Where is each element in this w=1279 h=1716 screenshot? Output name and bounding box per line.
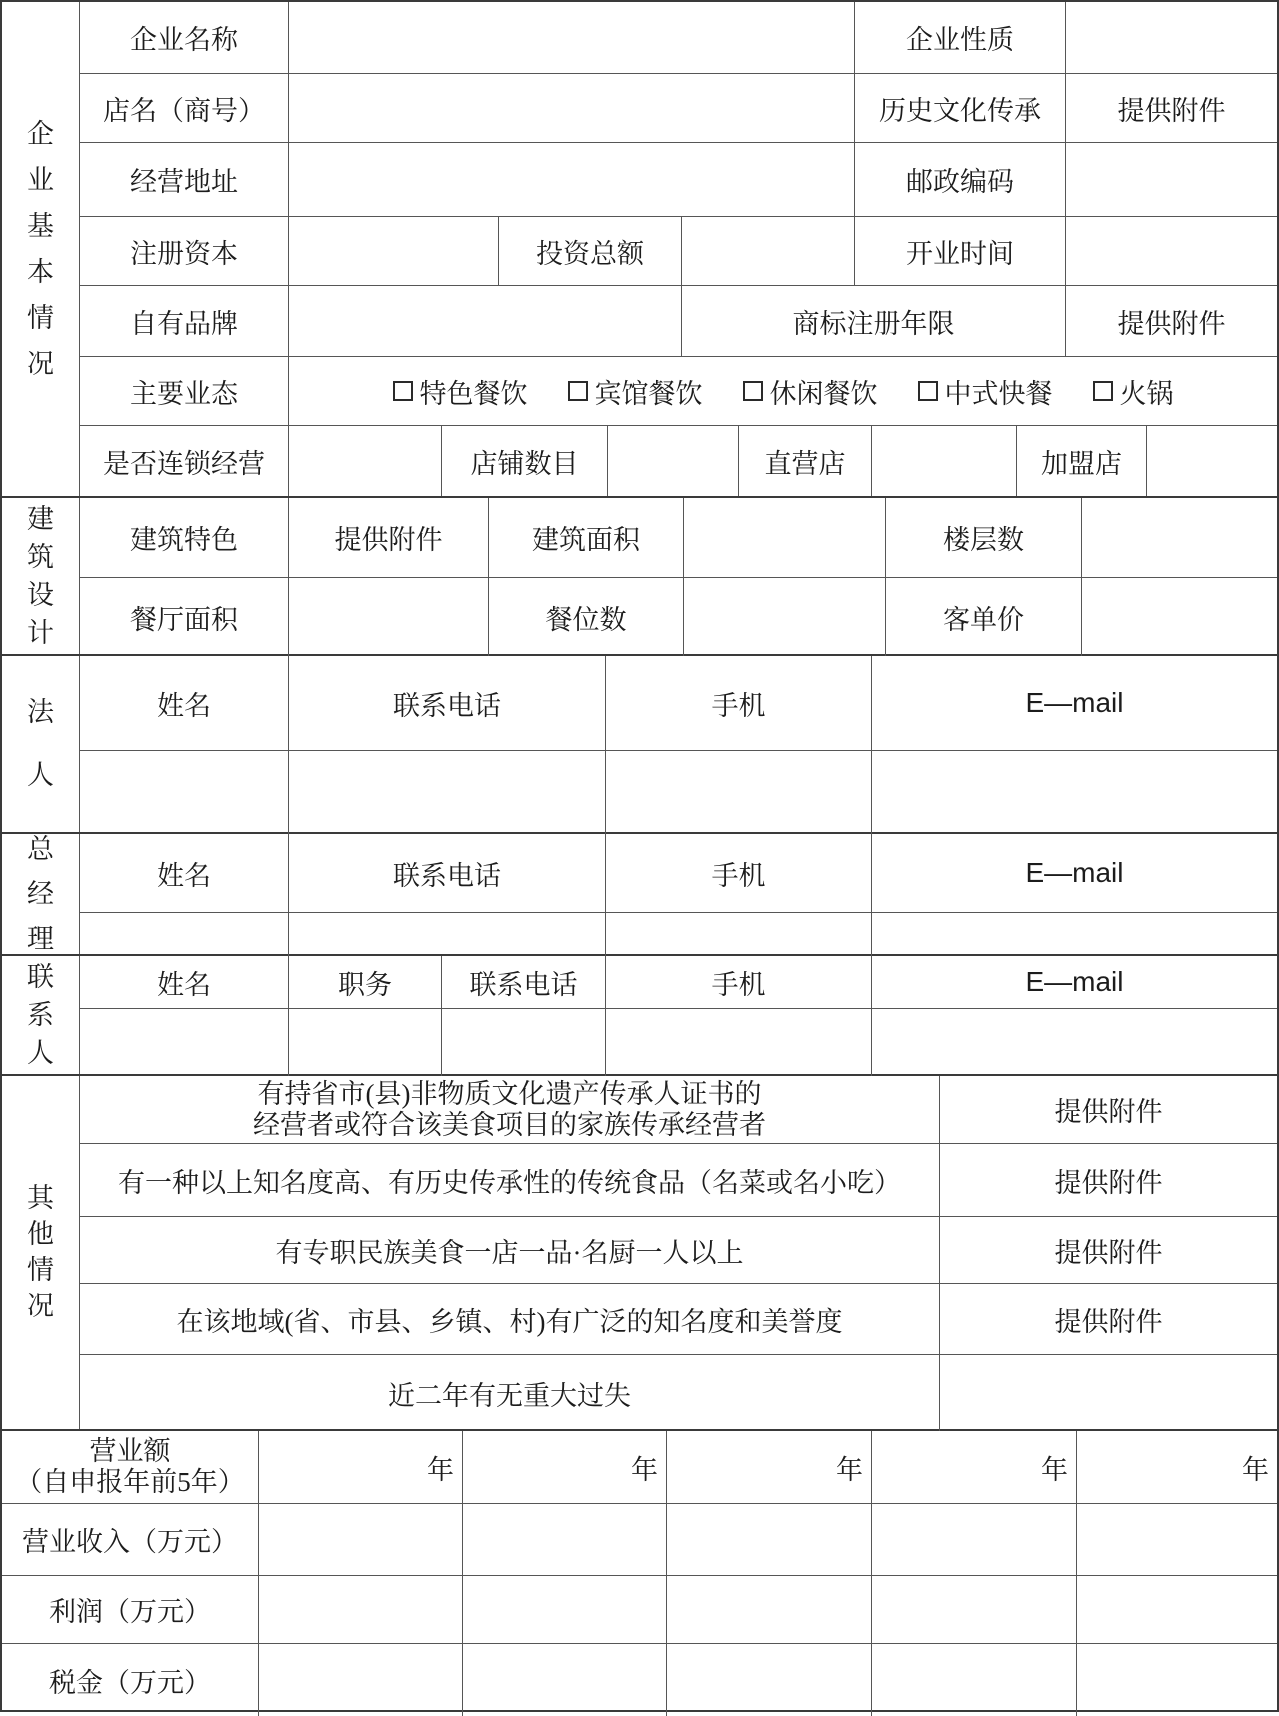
year-header-cell-2: 年 (462, 1431, 666, 1503)
profit-year2-field[interactable] (462, 1576, 666, 1643)
tax-year3-field[interactable] (666, 1644, 871, 1716)
business-type-label: 主要业态 (130, 378, 238, 409)
income-year5-field[interactable] (1076, 1504, 1277, 1575)
company-name-field[interactable] (288, 2, 854, 73)
contact-email-label: E—mail (871, 956, 1277, 1008)
shop-name-label: 店名（商号） (103, 95, 265, 126)
floors-field[interactable] (1081, 498, 1277, 577)
shop-name-field[interactable] (288, 74, 854, 142)
legal-person-phone-field[interactable] (288, 751, 605, 834)
chain-operation-field[interactable] (288, 426, 441, 496)
address-field[interactable] (288, 143, 854, 216)
year-header-cell-1: 年 (258, 1431, 462, 1503)
tax-row-label: 税金（万元） (49, 1667, 211, 1698)
general-manager-email-field[interactable] (871, 913, 1277, 956)
section-revenue (2, 1429, 1277, 1714)
postcode-field[interactable] (1065, 143, 1277, 216)
checkbox-icon-hotel-dining[interactable] (568, 381, 588, 401)
income-year4-field[interactable] (871, 1504, 1076, 1575)
other-famous-chef-attachment-label: 提供附件 (939, 1217, 1277, 1283)
seats-field[interactable] (683, 578, 885, 656)
trademark-attachment-label: 提供附件 (1065, 286, 1277, 356)
tax-year2-field[interactable] (462, 1644, 666, 1716)
company-nature-label: 企业性质 (854, 2, 1065, 73)
profit-year4-field[interactable] (871, 1576, 1076, 1643)
section-label-legal-person: 法 人 (2, 656, 80, 832)
section-label-company-basic-info: 企 业 基 本 情 况 (2, 2, 80, 496)
general-manager-phone-field[interactable] (288, 913, 605, 956)
price-per-customer-field[interactable] (1081, 578, 1277, 656)
registered-capital-field[interactable] (288, 217, 498, 285)
opening-time-field[interactable] (1065, 217, 1277, 285)
section-general-manager (2, 832, 1277, 954)
section-label-contact-person: 联 系 人 (2, 956, 80, 1074)
chain-operation-label: 是否连锁经营 (103, 448, 265, 479)
business-type-option-hotel: 宾馆餐饮 (568, 372, 703, 411)
income-year2-field[interactable] (462, 1504, 666, 1575)
contact-name-field[interactable] (80, 1009, 288, 1076)
other-reputation-desc: 在该地域(省、市县、乡镇、村)有广泛的知名度和美誉度 (176, 1306, 843, 1337)
franchise-store-field[interactable] (1146, 426, 1277, 496)
section-company-basic-info (2, 2, 1277, 496)
shop-count-field[interactable] (607, 426, 738, 496)
legal-person-mobile-label: 手机 (605, 656, 871, 750)
general-manager-name-field[interactable] (80, 913, 288, 956)
dining-area-field[interactable] (288, 578, 488, 656)
heritage-attachment-label: 提供附件 (1065, 74, 1277, 142)
heritage-label: 历史文化传承 (854, 74, 1065, 142)
contact-mobile-field[interactable] (605, 1009, 871, 1076)
section-other-conditions (2, 1074, 1277, 1429)
opening-time-label: 开业时间 (854, 217, 1065, 285)
year-header-cell-5: 年 (1076, 1431, 1277, 1503)
registered-capital-label: 注册资本 (130, 238, 238, 269)
contact-email-field[interactable] (871, 1009, 1277, 1076)
contact-phone-label: 联系电话 (441, 956, 605, 1008)
own-brand-label: 自有品牌 (130, 308, 238, 339)
business-type-option-hotpot: 火锅 (1093, 372, 1174, 411)
investment-field[interactable] (681, 217, 854, 285)
year-header-cell-4: 年 (871, 1431, 1076, 1503)
building-area-field[interactable] (683, 498, 885, 577)
shop-count-label: 店铺数目 (441, 426, 607, 496)
checkbox-icon-special-cuisine[interactable] (393, 381, 413, 401)
business-type-options (288, 357, 1277, 425)
section-label-other-conditions: 其 他 情 况 (2, 1076, 80, 1429)
company-name-label: 企业名称 (130, 25, 238, 55)
building-area-label: 建筑面积 (488, 498, 683, 577)
general-manager-email-label: E—mail (871, 834, 1277, 912)
income-row-label: 营业收入（万元） (22, 1527, 238, 1557)
legal-person-phone-label: 联系电话 (288, 656, 605, 750)
legal-person-mobile-field[interactable] (605, 751, 871, 834)
other-traditional-food-attachment-label: 提供附件 (939, 1144, 1277, 1216)
legal-person-email-field[interactable] (871, 751, 1277, 834)
section-building-design (2, 496, 1277, 654)
other-major-fault-field[interactable] (939, 1355, 1277, 1431)
franchise-store-label: 加盟店 (1016, 426, 1146, 496)
building-feature-label: 建筑特色 (130, 525, 238, 555)
section-label-building-design: 建 筑 设 计 (2, 498, 80, 654)
profit-year3-field[interactable] (666, 1576, 871, 1643)
legal-person-name-label: 姓名 (157, 690, 211, 721)
other-reputation-attachment-label: 提供附件 (939, 1284, 1277, 1354)
postcode-label: 邮政编码 (854, 143, 1065, 216)
company-nature-field[interactable] (1065, 2, 1277, 73)
contact-title-label: 职务 (288, 956, 441, 1008)
address-label: 经营地址 (130, 167, 238, 197)
business-type-option-special: 特色餐饮 (393, 372, 528, 411)
revenue-header-label: 营业额 （自申报年前5年） (15, 1436, 245, 1497)
general-manager-mobile-field[interactable] (605, 913, 871, 956)
legal-person-email-label: E—mail (871, 656, 1277, 750)
other-traditional-food-desc: 有一种以上知名度高、有历史传承性的传统食品（名菜或名小吃） (118, 1167, 901, 1198)
profit-row-label: 利润（万元） (49, 1597, 211, 1627)
price-per-customer-label: 客单价 (885, 578, 1081, 656)
general-manager-name-label: 姓名 (157, 860, 211, 891)
seats-label: 餐位数 (488, 578, 683, 656)
income-year1-field[interactable] (258, 1504, 462, 1575)
income-year3-field[interactable] (666, 1504, 871, 1575)
investment-label: 投资总额 (498, 217, 681, 285)
building-feature-attachment-label: 提供附件 (288, 498, 488, 577)
other-major-fault-desc: 近二年有无重大过失 (388, 1380, 631, 1411)
floors-label: 楼层数 (885, 498, 1081, 577)
legal-person-name-field[interactable] (80, 751, 288, 834)
contact-title-field[interactable] (288, 1009, 441, 1076)
direct-store-label: 直营店 (738, 426, 871, 496)
profit-year5-field[interactable] (1076, 1576, 1277, 1643)
trademark-years-label: 商标注册年限 (681, 286, 1065, 356)
other-heritage-certificate-attachment-label: 提供附件 (939, 1076, 1277, 1143)
checkbox-icon-chinese-fastfood[interactable] (918, 381, 938, 401)
tax-year1-field[interactable] (258, 1644, 462, 1716)
section-legal-person (2, 654, 1277, 832)
own-brand-field[interactable] (288, 286, 681, 356)
business-type-option-casual: 休闲餐饮 (743, 372, 878, 411)
general-manager-phone-label: 联系电话 (288, 834, 605, 912)
profit-year1-field[interactable] (258, 1576, 462, 1643)
section-label-general-manager: 总 经 理 (2, 834, 80, 954)
business-type-option-fastfood: 中式快餐 (918, 372, 1053, 411)
general-manager-mobile-label: 手机 (605, 834, 871, 912)
contact-mobile-label: 手机 (605, 956, 871, 1008)
contact-name-label: 姓名 (157, 969, 211, 1000)
checkbox-icon-casual-dining[interactable] (743, 381, 763, 401)
tax-year5-field[interactable] (1076, 1644, 1277, 1716)
checkbox-icon-hotpot[interactable] (1093, 381, 1113, 401)
section-contact-person (2, 954, 1277, 1074)
contact-phone-field[interactable] (441, 1009, 605, 1076)
year-header-cell-3: 年 (666, 1431, 871, 1503)
tax-year4-field[interactable] (871, 1644, 1076, 1716)
direct-store-field[interactable] (871, 426, 1016, 496)
dining-area-label: 餐厅面积 (130, 604, 238, 635)
other-heritage-certificate-desc: 有持省市(县)非物质文化遗产传承人证书的 经营者或符合该美食项目的家族传承经营者 (253, 1078, 766, 1140)
other-famous-chef-desc: 有专职民族美食一店一品·名厨一人以上 (275, 1237, 744, 1268)
